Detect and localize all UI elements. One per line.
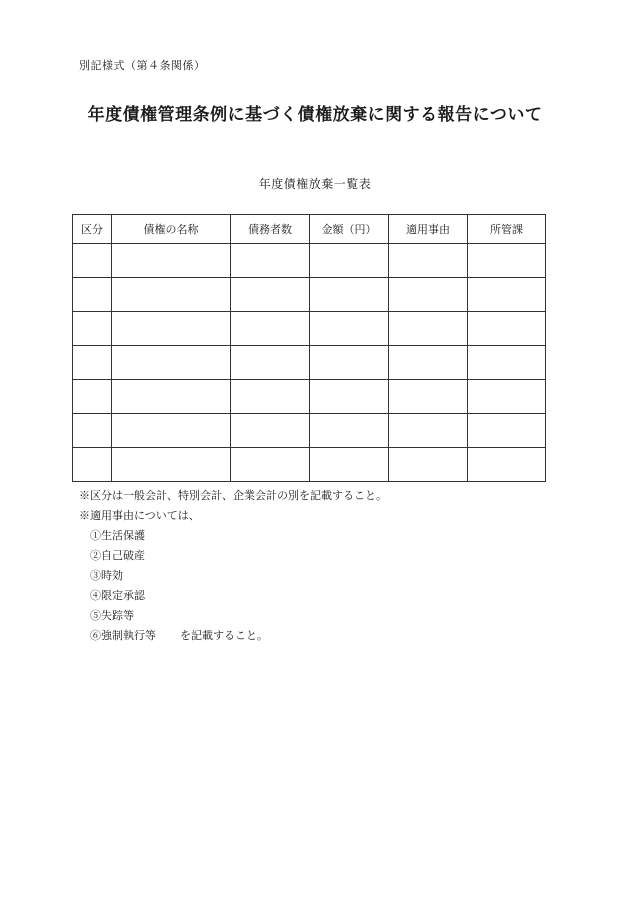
header-department: 所管課 (468, 215, 546, 244)
reason-item: ①生活保護 (90, 529, 145, 542)
table-cell (73, 380, 112, 414)
table-caption: 年度債権放棄一覧表 (258, 177, 372, 191)
table-row (73, 346, 546, 380)
table-cell (310, 312, 389, 346)
header-amount: 金額（円） (310, 215, 389, 244)
form-label: 別記様式（第４条関係） (79, 59, 206, 72)
table-cell (468, 448, 546, 482)
table-cell (231, 414, 310, 448)
table-cell (231, 278, 310, 312)
note-category: ※区分は一般会計、特別会計、企業会計の別を記載すること。 (79, 489, 387, 502)
table-cell (73, 278, 112, 312)
table-row (73, 312, 546, 346)
table-row (73, 380, 546, 414)
table-cell (112, 448, 231, 482)
table-cell (73, 312, 112, 346)
table-cell (310, 346, 389, 380)
table-cell (112, 278, 231, 312)
table-cell (112, 346, 231, 380)
table-cell (73, 414, 112, 448)
notes (79, 486, 387, 646)
table-cell (231, 244, 310, 278)
header-debt-name: 債権の名称 (112, 215, 231, 244)
reason-item: ⑤失踪等 (90, 609, 134, 622)
note-closing: を記載すること。 (180, 629, 268, 642)
table-cell (389, 380, 468, 414)
page-title: 年度債権管理条例に基づく債権放棄に関する報告について (87, 105, 543, 125)
table-cell (112, 414, 231, 448)
reason-item-last (79, 626, 387, 646)
table-cell (231, 380, 310, 414)
header-reason: 適用事由 (389, 215, 468, 244)
table-row (73, 278, 546, 312)
table-cell (468, 244, 546, 278)
header-debtor-count: 債務者数 (231, 215, 310, 244)
table-cell (389, 414, 468, 448)
table-cell (468, 414, 546, 448)
reason-item-text: ⑥強制執行等 (90, 629, 156, 642)
table-cell (112, 244, 231, 278)
table-cell (310, 380, 389, 414)
table-cell (468, 380, 546, 414)
table-cell (231, 312, 310, 346)
table-row (73, 448, 546, 482)
table-cell (231, 346, 310, 380)
table-header-row (73, 215, 546, 244)
table-cell (73, 346, 112, 380)
reason-item: ②自己破産 (90, 549, 145, 562)
header-category: 区分 (73, 215, 112, 244)
table-row (73, 244, 546, 278)
table-cell (468, 278, 546, 312)
table-cell (73, 244, 112, 278)
debt-waiver-table (72, 214, 546, 482)
table-cell (310, 244, 389, 278)
table-cell (112, 380, 231, 414)
table-cell (468, 346, 546, 380)
table-cell (389, 346, 468, 380)
table-cell (310, 448, 389, 482)
table-cell (112, 312, 231, 346)
table-row (73, 414, 546, 448)
reason-item: ③時効 (90, 569, 123, 582)
table-cell (231, 448, 310, 482)
table-cell (310, 414, 389, 448)
table-cell (389, 448, 468, 482)
table-cell (389, 244, 468, 278)
table-cell (73, 448, 112, 482)
table-cell (468, 312, 546, 346)
table-cell (389, 278, 468, 312)
note-reason-intro: ※適用事由については、 (79, 509, 200, 522)
reason-item: ④限定承認 (90, 589, 145, 602)
table-cell (310, 278, 389, 312)
table-cell (389, 312, 468, 346)
table-body (73, 244, 546, 482)
